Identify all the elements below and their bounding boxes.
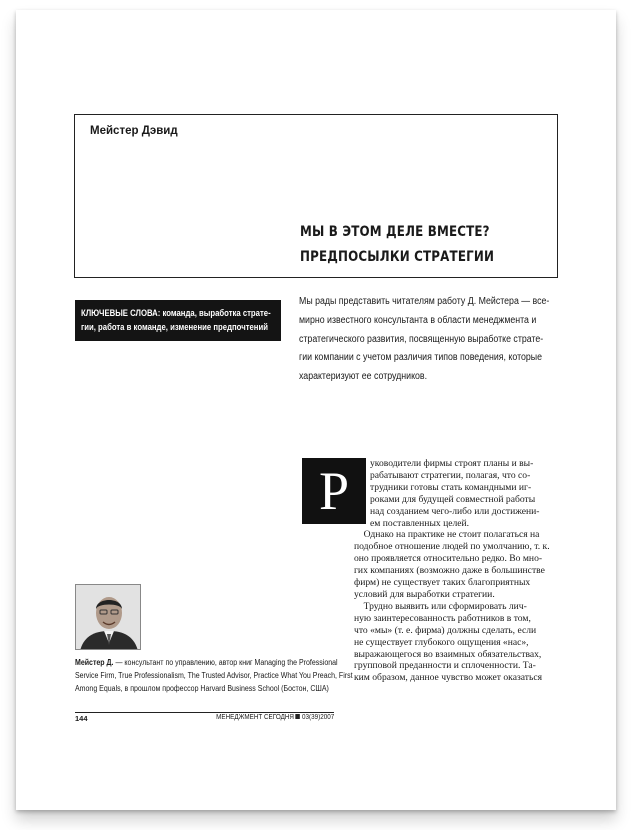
body-line: выражающегося во взаимных обязательствах, bbox=[354, 648, 542, 660]
body-line: условий для выработки стратегии. bbox=[354, 588, 495, 600]
title-line-2: ПРЕДПОСЫЛКИ СТРАТЕГИИ bbox=[300, 249, 495, 265]
body-line: Однако на практике не стоит полагаться на bbox=[354, 529, 540, 541]
square-bullet-icon bbox=[295, 714, 300, 719]
author-bio bbox=[75, 656, 353, 695]
bio-line: Service Firm, True Professionalism, The Trusted Advisor, Practice What You Preach, First bbox=[75, 671, 353, 680]
body-line: ем поставленных целей. bbox=[370, 517, 470, 529]
body-line: ким образом, данное чувство может оказаться bbox=[354, 672, 542, 684]
journal-name: МЕНЕДЖМЕНТ СЕГОДНЯ bbox=[215, 714, 294, 721]
body-line: трудники готовы стать командными иг- bbox=[370, 481, 532, 493]
body-line: над созданием чего-либо или достижени- bbox=[370, 505, 540, 517]
author-photo bbox=[75, 584, 141, 650]
keywords-line: КЛЮЧЕВЫЕ СЛОВА: команда, выработка страте- bbox=[81, 308, 271, 318]
title-box bbox=[74, 114, 558, 278]
body-line: оно проявляется относительно редко. Во мно- bbox=[354, 553, 543, 565]
body-line: Трудно выявить или сформировать лич- bbox=[354, 600, 527, 612]
bio-line bbox=[75, 656, 345, 669]
author-name: Мейстер Дэвид bbox=[90, 125, 178, 137]
lead-line: стратегического развития, посвященную выработке страте- bbox=[299, 333, 544, 345]
body-text bbox=[354, 458, 550, 684]
page-number: 144 bbox=[75, 714, 88, 723]
lead-paragraph bbox=[299, 293, 563, 387]
portrait-image bbox=[76, 585, 141, 650]
drop-cap: Р bbox=[302, 458, 366, 524]
bio-text: — консультант по управлению, автор книг Managing the Professional bbox=[113, 658, 338, 667]
lead-line: мирно известного консультанта в области менеджмента и bbox=[299, 314, 537, 326]
article-title bbox=[300, 220, 494, 270]
footer-rule bbox=[75, 712, 334, 713]
lead-line: характеризуют ее сотрудников. bbox=[299, 371, 428, 383]
body-line: не существует глубокого ощущения «нас», bbox=[354, 636, 529, 648]
body-line: групповой преданности и сплоченности. Та- bbox=[354, 660, 536, 672]
bio-name: Мейстер Д. bbox=[75, 658, 114, 667]
keywords-box bbox=[75, 300, 281, 341]
lead-line: гии компании с учетом различия типов поведения, которые bbox=[299, 352, 543, 364]
journal-issue: 03(39)2007 bbox=[301, 714, 334, 721]
lead-line: Мы рады представить читателям работу Д. Мейстера — все- bbox=[299, 296, 550, 307]
keywords-line: гии, работа в команде, изменение предпочтений bbox=[81, 322, 268, 332]
body-line: фирм) не существует таких благоприятных bbox=[354, 577, 531, 589]
journal-footer bbox=[216, 714, 334, 721]
bio-line: Among Equals, в прошлом профессор Harvard Business School (Бостон, США) bbox=[75, 684, 329, 693]
body-line: ную заинтересованность работников в том, bbox=[354, 612, 531, 624]
body-line: гих компаниях (возможно даже в большинстве bbox=[354, 565, 545, 577]
body-line: роками для будущей совместной работы bbox=[370, 493, 536, 505]
body-line: рабатывают стратегии, полагая, что со- bbox=[370, 469, 531, 481]
body-line: подобное отношение людей по умолчанию, т. к. bbox=[354, 541, 550, 553]
keywords-text bbox=[81, 306, 271, 334]
title-line-1: МЫ В ЭТОМ ДЕЛЕ ВМЕСТЕ? bbox=[300, 224, 490, 240]
body-line: что «мы» (т. е. фирма) должны сделать, если bbox=[354, 624, 537, 636]
body-line: уководители фирмы строят планы и вы- bbox=[370, 458, 534, 469]
